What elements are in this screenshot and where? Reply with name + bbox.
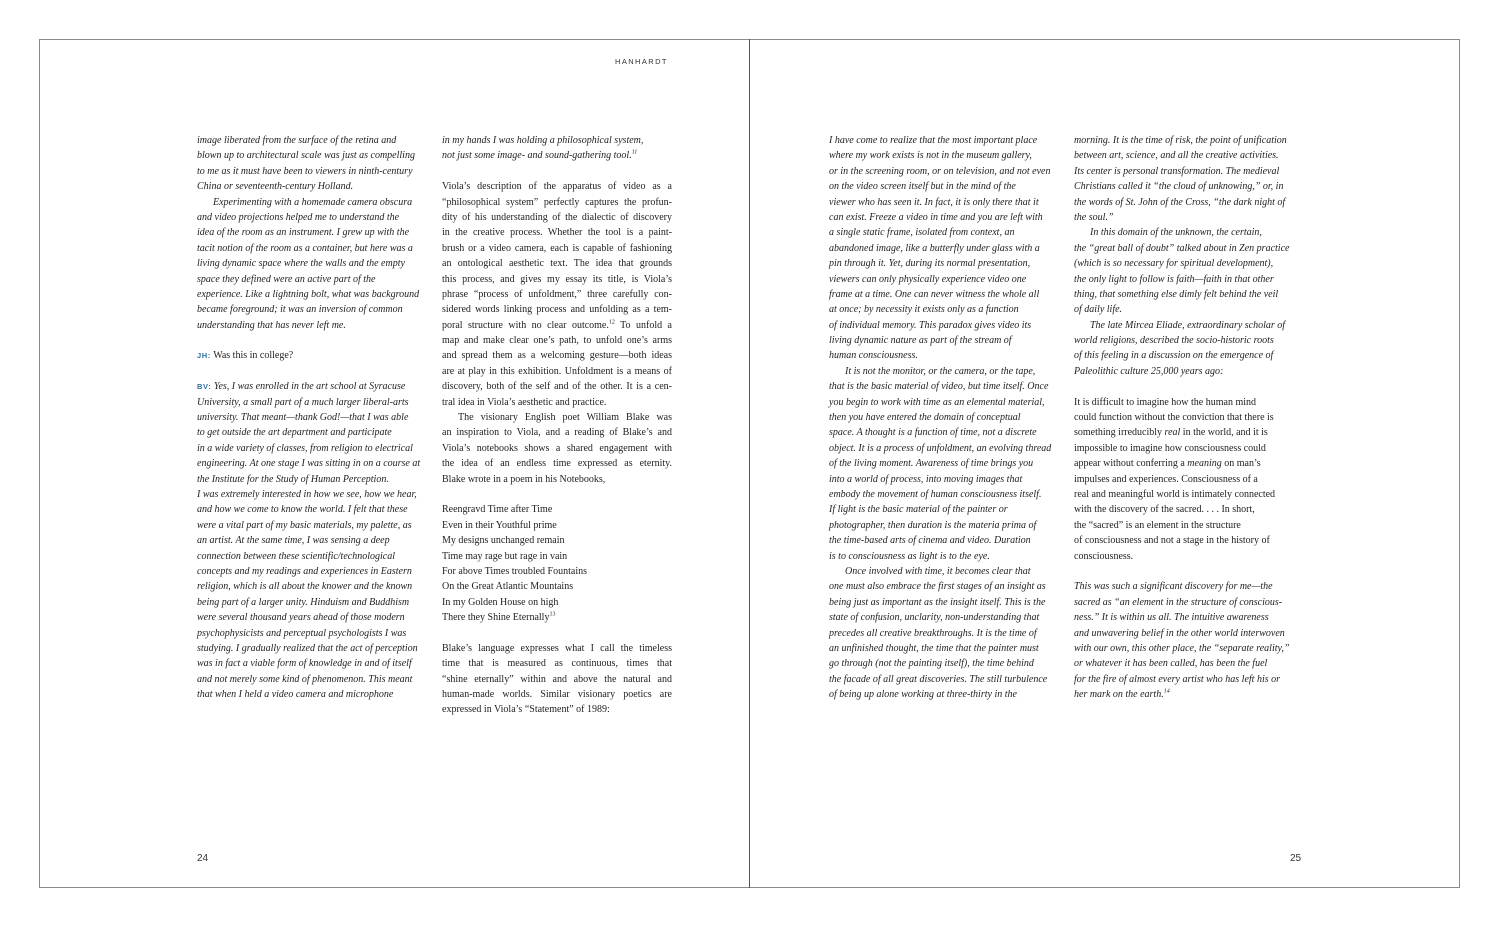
text-line: were a vital part of my basic materials, my palette, as [197, 519, 412, 531]
text-line: idea of the room as an instrument. I grew up with the [197, 227, 410, 239]
text-line: with our own, this other place, the “separate reality,” [1074, 642, 1290, 654]
text-line: of this feeling in a discussion on the emergence of [1074, 350, 1274, 362]
text-line: object. It is a process of unfoldment, an evolving thread [829, 442, 1052, 454]
text-line: and not merely some kind of phenomenon. This meant [197, 673, 413, 685]
poem-line: There they Shine Eternally$^{13}$ [442, 611, 556, 624]
text-line: concepts and my readings and experiences in Eastern [197, 565, 412, 577]
text-line: and how we come to know the world. I felt that these [197, 504, 408, 516]
text-line: map and make clear one’s path, to unfold one’s arms [442, 335, 672, 347]
text-line: the “sacred” is an element in the structure [1074, 519, 1241, 531]
text-line: brush or a video camera, each is capable of fashioning [442, 242, 672, 254]
text-line: understanding that has never left me. [197, 319, 346, 331]
text-line: The visionary English poet William Blake was [458, 412, 672, 424]
text-line: world religions, described the socio-historic roots [1074, 335, 1274, 347]
footnote-ref: 13 [549, 611, 556, 618]
text-line: “philosophical system” perfectly captures the profun- [442, 196, 672, 208]
text-line: the only light to follow is faith—faith in that other [1074, 273, 1274, 285]
text-line: for the fire of almost every artist who has left his or [1074, 673, 1281, 685]
text-line: in a wide variety of classes, from religion to electrical [197, 442, 413, 454]
text-line: and video projections helped me to understand the [197, 211, 400, 223]
text-line: are at play in this exhibition. Unfoldment is a means of [442, 365, 672, 377]
text-line: viewer who has seen it. In fact, it is only there that it [829, 196, 1039, 208]
answer-line [197, 379, 425, 394]
text-line: that when I held a video camera and microphone [197, 689, 394, 701]
poem-line: Reengravd Time after Time [442, 504, 553, 516]
text-line: or in the screening room, or on television, and not even [829, 165, 1051, 177]
footnote-ref: 12 [608, 319, 615, 326]
text-line: university. That meant—thank God!—that I was able [197, 412, 409, 424]
text-line: being just as important as the insight itself. This is the [829, 596, 1046, 608]
speaker-jh: JH: [197, 351, 211, 361]
text-line: abandoned image, like a butterfly under glass with a [829, 242, 1040, 254]
column-4 [1074, 133, 1302, 702]
text-line: religion, which is all about the knower and the known [197, 581, 413, 593]
text-line: thing, that something else dimly felt behind the veil [1074, 288, 1279, 300]
text-line: blown up to architectural scale was just as compelling [197, 150, 415, 162]
text-line: the soul.” [1074, 211, 1114, 223]
text-line: is to consciousness as light is to the eye. [829, 550, 990, 562]
text-line: one must also embrace the first stages of an insight as [829, 581, 1046, 593]
text-line: a single static frame, isolated from context, an [829, 227, 1015, 239]
text-line: Its center is personal transformation. The medieval [1074, 165, 1280, 177]
text-line: I was extremely interested in how we see, how we hear, [197, 488, 417, 500]
text-line: with the discovery of the sacred. . . . In short, [1074, 504, 1255, 516]
text-line: an unfinished thought, the time that the painter must [829, 642, 1039, 654]
column-1 [197, 133, 425, 702]
text-line: the Institute for the Study of Human Perception. [197, 473, 389, 485]
text-line: Blake’s language expresses what I call the timeless [442, 642, 672, 654]
text-line: into a world of process, into moving images that [829, 473, 1023, 485]
text-line: time that is measured as continuous, times that [442, 658, 672, 670]
text-line: psychophysicists and perceptual psychologists I was [197, 627, 407, 639]
text-line: sacred as “an element in the structure of conscious- [1074, 596, 1283, 608]
text-line: ness.” It is within us all. The intuitive awareness [1074, 612, 1269, 624]
text-line: between art, science, and all the creative activities. [1074, 150, 1279, 162]
text-line: In this domain of the unknown, the certain, [1090, 227, 1262, 239]
text-line: the “great ball of doubt” talked about in Zen practice [1074, 242, 1290, 254]
text-line: and spread them as a welcoming gesture—both ideas [442, 350, 672, 362]
text-line: If light is the basic material of the painter or [829, 504, 1008, 516]
text-line: to get outside the art department and participate [197, 427, 392, 439]
text-line: appear without conferring a meaning on man’s [1074, 458, 1261, 470]
text-line: I have come to realize that the most important place [829, 135, 1038, 146]
poem-line: In my Golden House on high [442, 596, 559, 608]
poem-line: Time may rage but rage in vain [442, 550, 568, 562]
text-line: expressed in Viola’s “Statement” of 1989: [442, 704, 610, 716]
text-line: space. A thought is a function of time, not a discrete [829, 427, 1037, 439]
text-line: photographer, then duration is the materia prima of [829, 519, 1037, 531]
text-line: living dynamic nature as part of the stream of [829, 335, 1012, 347]
text-line: human consciousness. [829, 350, 918, 362]
text-line: tacit notion of the room as a container, but here was a [197, 242, 413, 254]
quote-line: in my hands I was holding a philosophical system, [442, 135, 644, 146]
text-line: the words of St. John of the Cross, “the dark night of [1074, 196, 1286, 208]
column-2 [442, 133, 672, 718]
text-line: connection between these scientific/technological [197, 550, 395, 562]
text-line: experience. Like a lightning bolt, what was background [197, 288, 420, 300]
poem-line: On the Great Atlantic Mountains [442, 581, 574, 593]
text-line: an ontological aesthetic text. The idea that grounds [442, 258, 672, 270]
text-line: can exist. Freeze a video in time and you are left with [829, 211, 1043, 223]
text-line: poral structure with no clear outcome.$^{12}$ To unfold a [442, 319, 672, 331]
text-line: in the creative process. Whether the tool is a paint- [442, 227, 672, 239]
text-line: an artist. At the same time, I was sensing a deep [197, 535, 390, 547]
text-line: on the video screen itself but in the mind of the [829, 181, 1016, 193]
text-line: were several thousand years ahead of those modern [197, 612, 405, 624]
text-line: you begin to work with time as an elemental material, [829, 396, 1045, 408]
text-line: The late Mircea Eliade, extraordinary scholar of [1090, 319, 1286, 331]
text-line: living dynamic space where the walls and the empty [197, 258, 405, 270]
text-line: viewers can only physically experience video one [829, 273, 1027, 285]
text-line: morning. It is the time of risk, the point of unification [1074, 135, 1287, 146]
text-line: then you have entered the domain of conceptual [829, 412, 1021, 424]
column-3 [829, 133, 1057, 702]
text-line: Viola’s description of the apparatus of video as a [442, 181, 672, 193]
text-line: where my work exists is not in the museum gallery, [829, 150, 1032, 162]
text-line: embody the movement of human consciousness itself. [829, 488, 1042, 500]
text-line: It is not the monitor, or the camera, or the tape, [845, 365, 1036, 377]
text-line: Experimenting with a homemade camera obscura [213, 196, 413, 208]
text-line: China or seventeenth-century Holland. [197, 181, 354, 193]
text-line: the facade of all great discoveries. The still turbulence [829, 673, 1048, 685]
text-line: state of confusion, unclarity, non-understanding that [829, 612, 1040, 624]
answer-text: Yes, I was enrolled in the art school at Syracuse [213, 381, 406, 393]
text-line: of daily life. [1074, 304, 1123, 316]
text-line: was in fact a viable form of knowledge in and of itself [197, 658, 412, 670]
question-line [197, 348, 425, 363]
footnote-ref: 14 [1163, 688, 1170, 695]
text-line: consciousness. [1074, 550, 1134, 562]
text-line: Viola’s notebooks shows a shared engagement with [442, 442, 672, 454]
speaker-bv: BV: [197, 382, 212, 392]
quote-line: not just some image- and sound-gathering tool.$^{11}$ [442, 150, 638, 162]
text-line: Once involved with time, it becomes clear that [845, 565, 1031, 577]
text-line: impossible to imagine how consciousness could [1074, 442, 1266, 454]
text-line: this process, and gives my essay its title, is Viola’s [442, 273, 672, 285]
text-line: Paleolithic culture 25,000 years ago: [1074, 365, 1224, 377]
text-line: sidered words linking process and unfolding as a tem- [442, 304, 672, 316]
text-line: Blake wrote in a poem in his Notebooks, [442, 473, 606, 485]
poem-line: For above Times troubled Fountains [442, 565, 588, 577]
text-line: and unwavering belief in the other world interwoven [1074, 627, 1285, 639]
text-line: studying. I gradually realized that the act of perception [197, 642, 418, 654]
text-line: It is difficult to imagine how the human mind [1074, 396, 1257, 408]
book-gutter [749, 39, 750, 888]
text-line: the time-based arts of cinema and video. Duration [829, 535, 1031, 547]
text-line: something irreducibly real in the world, and it is [1074, 427, 1268, 439]
text-line: of consciousness and not a stage in the history of [1074, 535, 1270, 547]
text-line: became foreground; it was an inversion of common [197, 304, 403, 316]
text-line: engineering. At one stage I was sitting in on a course at [197, 458, 421, 470]
text-line: “shine eternally” within and above the natural and [442, 673, 672, 685]
footnote-ref: 11 [631, 150, 638, 157]
text-line: of being up alone working at three-thirty in the [829, 689, 1017, 701]
text-line: phrase “process of unfoldment,” three carefully con- [442, 288, 672, 300]
text-line: dity of his understanding of the dialectic of discovery [442, 211, 672, 223]
text-line: being part of a larger unity. Hinduism and Buddhism [197, 596, 410, 608]
text-line: of the living moment. Awareness of time brings you [829, 458, 1034, 470]
page-number-right: 25 [1290, 853, 1302, 864]
text-line: of individual memory. This paradox gives video its [829, 319, 1032, 331]
text-line: could function without the conviction that there is [1074, 412, 1274, 424]
text-line: frame at a time. One can never witness the whole all [829, 288, 1040, 300]
text-line: to me as it must have been to viewers in ninth-century [197, 165, 413, 177]
text-line: discovery, both of the self and of the other. It is a cen- [442, 381, 672, 393]
text-line: pin through it. Yet, during its normal presentation, [829, 258, 1031, 270]
text-line: space they defined were an active part of the [197, 273, 376, 285]
text-line: image liberated from the surface of the retina and [197, 135, 397, 146]
text-line: the idea of an endless time expressed as eternity. [442, 458, 672, 470]
text-line: or whatever it has been called, has been the fuel [1074, 658, 1268, 670]
text-line: This was such a significant discovery for me—the [1074, 581, 1273, 593]
page-number-left: 24 [197, 853, 209, 864]
poem-line: My designs unchanged remain [442, 535, 565, 547]
text-line: (which is so necessary for spiritual development), [1074, 258, 1274, 270]
text-line: go through (not the painting itself), the time behind [829, 658, 1034, 670]
text-line: her mark on the earth.$^{14}$ [1074, 688, 1170, 701]
text-line: impulses and experiences. Consciousness of a [1074, 473, 1258, 485]
running-head: HANHARDT [615, 57, 668, 66]
text-line: human-made worlds. Similar visionary poetics are [442, 689, 672, 701]
text-line: at once; by necessity it exists only as a function [829, 304, 1019, 316]
text-line: that is the basic material of video, but time itself. Once [829, 381, 1049, 393]
text-line: precedes all creative breakthroughs. It is the time of [829, 627, 1037, 639]
text-line: tral idea in Viola’s aesthetic and practice. [442, 396, 607, 408]
text-line: real and meaningful world is intimately connected [1074, 488, 1276, 500]
question-text: Was this in college? [213, 350, 294, 362]
text-line: Christians called it “the cloud of unknowing,” or, in [1074, 181, 1284, 193]
poem-line: Even in their Youthful prime [442, 519, 557, 531]
text-line: University, a small part of a much larger liberal-arts [197, 396, 409, 408]
text-line: an inspiration to Viola, and a reading of Blake’s and [442, 427, 672, 439]
